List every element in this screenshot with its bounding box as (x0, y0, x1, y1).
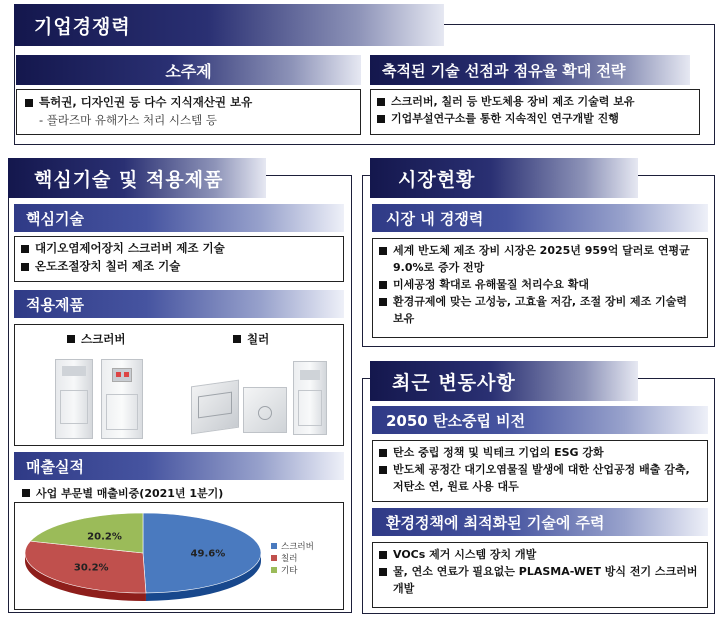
main-title: 기업경쟁력 (34, 15, 131, 38)
topic-header (16, 55, 361, 85)
pie-chart-area (14, 502, 344, 610)
list-item: 세계 반도체 제조 장비 시장은 2025년 959억 달러로 연평균 9.0%로 증가 전망 (379, 242, 701, 276)
list-item: 탄소 중립 정책 및 빅테크 기업의 ESG 강화 (379, 444, 701, 461)
chiller-image-2 (243, 387, 287, 433)
market-title: 시장현황 (398, 168, 476, 191)
list-item: 환경규제에 맞는 고성능, 고효율 저감, 조절 장비 제조 기술력 보유 (379, 293, 701, 327)
products-box (14, 324, 344, 446)
sales-header (14, 452, 344, 480)
sales-subtitle: 사업 부문별 매출비중(2021년 1분기) (22, 485, 223, 501)
strategy-box (370, 89, 700, 135)
legend-swatch (271, 555, 277, 561)
carbon-header (372, 406, 708, 434)
pie-chart (15, 503, 345, 611)
list-item: 온도조절장치 칠러 제조 기술 (21, 258, 337, 276)
legend-swatch (271, 543, 277, 549)
list-item: 스크러버, 칠러 등 반도체용 장비 제조 기술력 보유 (377, 93, 693, 110)
strategy-header (370, 55, 690, 85)
product-label-chiller: 칠러 (233, 331, 269, 347)
topic-box (16, 89, 361, 135)
market-header-label: 시장 내 경쟁력 (386, 209, 484, 228)
market-header (372, 204, 708, 232)
pie-data-label: 49.6% (190, 548, 226, 560)
scrubber-image-2 (101, 359, 143, 439)
list-item: 반도체 공정간 대기오염물질 발생에 대한 산업공정 배출 감축, 저탄소 연, 원료 사용 대두 (379, 461, 701, 495)
recent-title: 최근 변동사항 (392, 371, 516, 394)
core-title: 핵심기술 및 적용제품 (34, 168, 224, 191)
topic-header-label: 소주제 (165, 61, 212, 81)
carbon-box (372, 440, 708, 502)
product-label-scrubber: 스크러버 (67, 331, 125, 347)
sales-header-label: 매출실적 (26, 457, 84, 476)
main-title-banner (14, 4, 444, 46)
list-item: 기업부설연구소를 통한 지속적인 연구개발 진행 (377, 110, 693, 127)
tech-box (14, 236, 344, 282)
legend-label: 칠러 (281, 554, 298, 564)
policy-header (372, 508, 708, 536)
policy-box (372, 542, 708, 608)
tech-header (14, 204, 344, 232)
pie-data-label: 20.2% (87, 531, 122, 543)
products-header-label: 적용제품 (26, 295, 84, 314)
market-box (372, 238, 708, 338)
market-title-banner (370, 158, 638, 198)
scrubber-image-1 (55, 359, 93, 439)
policy-header-label: 환경정책에 최적화된 기술에 주력 (386, 513, 605, 532)
list-item: 특허권, 디자인권 등 다수 지식재산권 보유 (25, 94, 352, 112)
legend-label: 기타 (281, 566, 298, 576)
list-item: 물, 연소 연료가 필요없는 PLASMA-WET 방식 전기 스크러버 개발 (379, 563, 701, 597)
strategy-header-label: 축적된 기술 선점과 점유율 확대 전략 (382, 61, 626, 80)
recent-title-banner (370, 361, 638, 401)
chiller-image-1 (191, 380, 239, 435)
list-item: VOCs 제거 시스템 장치 개발 (379, 546, 701, 563)
legend-label: 스크러버 (281, 542, 314, 552)
pie-data-label: 30.2% (73, 562, 109, 574)
carbon-header-label: 2050 탄소중립 비전 (386, 411, 526, 430)
topic-sub-item: - 플라즈마 유해가스 처리 시스템 등 (39, 112, 217, 127)
products-header (14, 290, 344, 318)
list-item: 미세공정 확대로 유해물질 처리수요 확대 (379, 276, 701, 293)
core-title-banner (8, 158, 266, 198)
tech-header-label: 핵심기술 (26, 209, 84, 228)
chiller-image-3 (293, 361, 327, 435)
legend-swatch (271, 567, 277, 573)
list-item: 대기오염제어장치 스크러버 제조 기술 (21, 240, 337, 258)
